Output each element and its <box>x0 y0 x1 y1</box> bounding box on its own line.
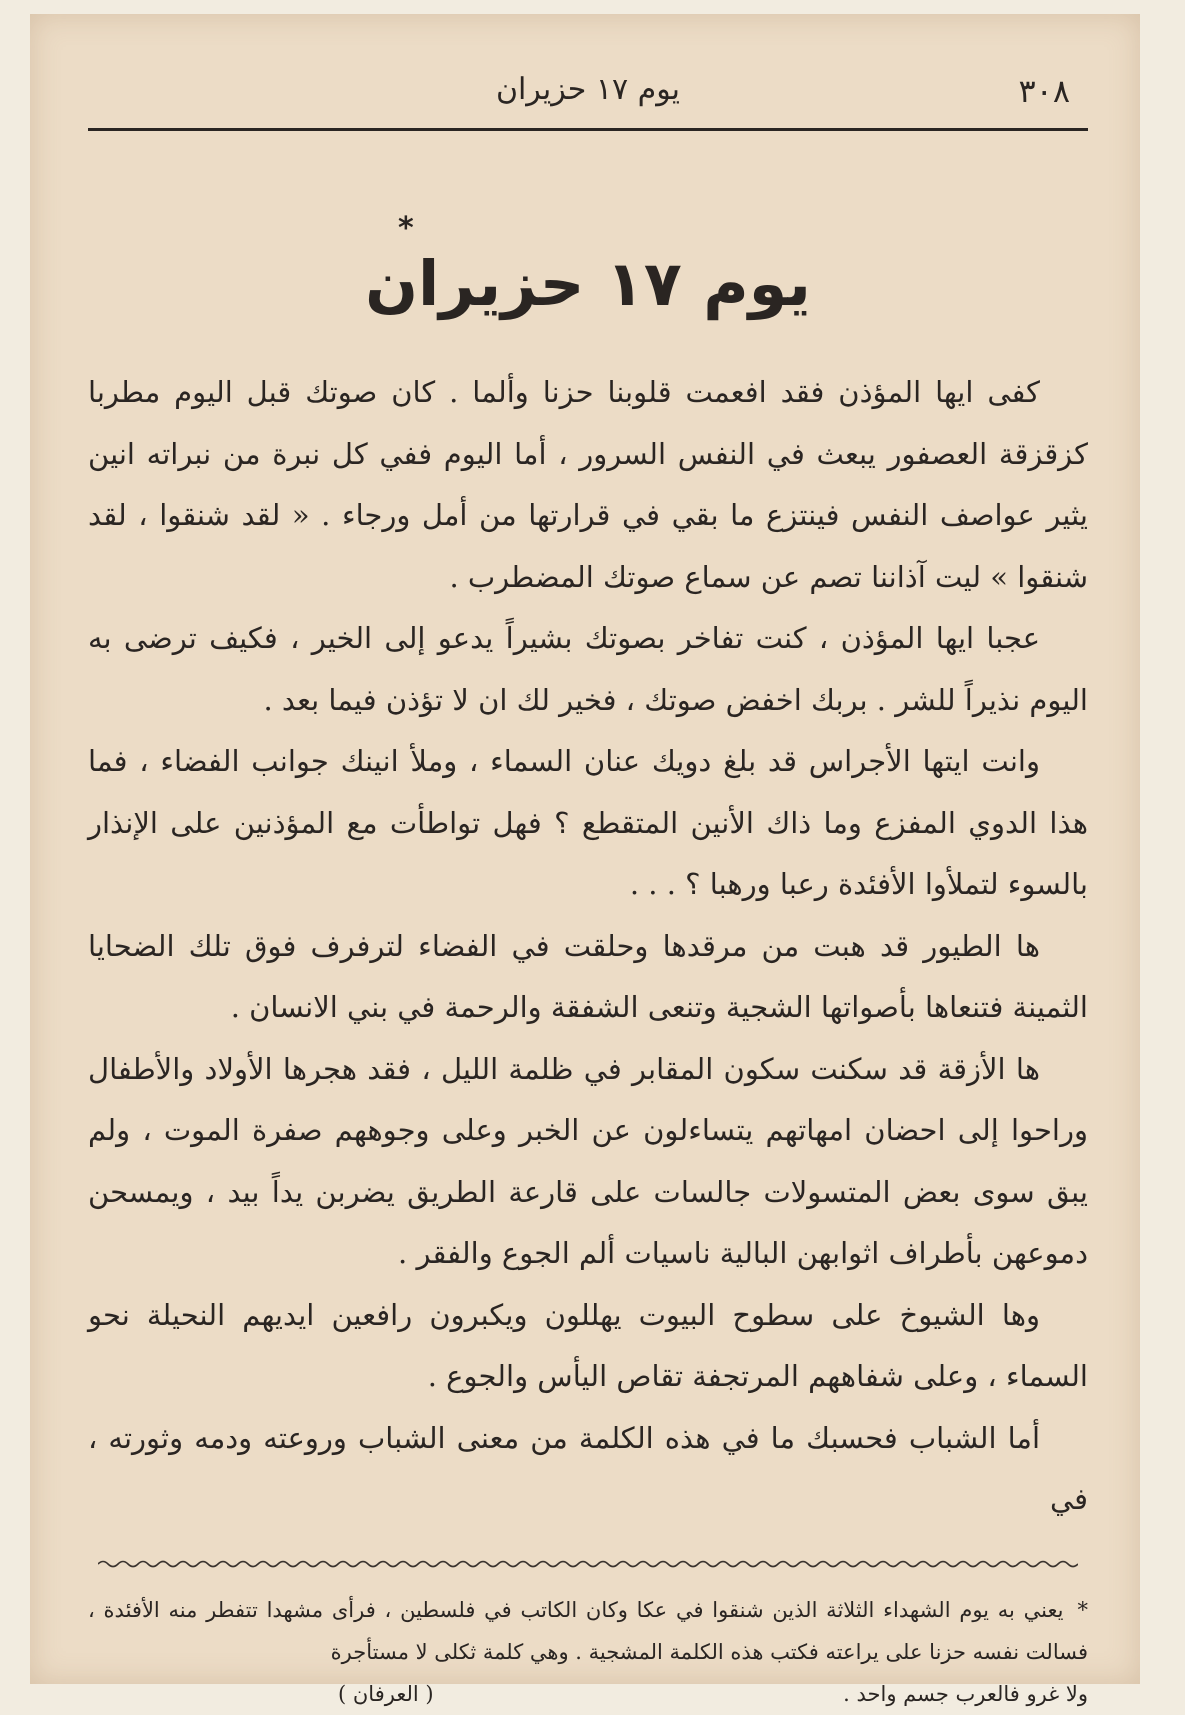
footnote-star: * <box>1077 1597 1088 1622</box>
paragraph-7: أما الشباب فحسبك ما في هذه الكلمة من معنى الشباب وروعته ودمه وثورته ، في <box>88 1420 1088 1516</box>
footnote-text: يعني به يوم الشهداء الثلاثة الذين شنقوا في عكا وكان الكاتب في فلسطين ، فرأى مشهدا تتفطر منه الأفئدة ، فسالت نفسه حزنا على يراعته فكتب هذه الكلمة المشجية . وهي كلمة ثكلى لا مستأجرة <box>88 1597 1088 1664</box>
header-rule <box>88 128 1088 131</box>
footnote-closing: ولا غرو فالعرب جسم واحد . <box>843 1681 1088 1706</box>
chapter-title <box>88 211 1088 324</box>
paragraph-6: وها الشيوخ على سطوح البيوت يهللون ويكبرون رافعين ايديهم النحيلة نحو السماء ، وعلى شفاههم المرتجفة تقاص اليأس والجوع . <box>88 1297 1088 1393</box>
page-content <box>88 14 1088 1715</box>
footnote-separator <box>88 1557 1088 1571</box>
running-title: يوم ١٧ حزيران <box>495 72 681 107</box>
paragraph-5: ها الأزقة قد سكنت سكون المقابر في ظلمة الليل ، فقد هجرها الأولاد والأطفال وراحوا إلى احضان امهاتهم يتساءلون عن الخبر وعلى وجوههم صفرة الموت ، ولم يبق سوى بعض المتسولات جالسات على قارعة الطريق يضربن يداً بيد ، ويمسحن دموعهن بأطراف اثوابهن البالية ناسيات ألم الجوع والفقر . <box>88 1051 1088 1270</box>
running-header <box>88 64 1088 134</box>
page-number: ٣٠٨ <box>1018 72 1070 110</box>
footnote-source: ( العرفان ) <box>338 1681 434 1706</box>
footnote-last-line <box>88 1673 1088 1715</box>
book-page <box>30 14 1140 1706</box>
footnote <box>88 1589 1088 1715</box>
footnote-text-block <box>88 1589 1088 1673</box>
paragraph-1: كفى ايها المؤذن فقد افعمت قلوبنا حزنا وألما . كان صوتك قبل اليوم مطربا كزقزقة العصفور يبعث في النفس السرور ، أما اليوم ففي كل نبرة من نبراته انين يثير عواصف النفس فينتزع ما بقي في قرارتها من أمل ورجاء . « لقد شنقوا ، لقد شنقوا » ليت آذاننا تصم عن سماع صوتك المضطرب . <box>88 375 1088 594</box>
footnote-marker-star: * <box>398 211 414 246</box>
paragraph-2: عجبا ايها المؤذن ، كنت تفاخر بصوتك بشيراً يدعو إلى الخير ، فكيف ترضى به اليوم نذيراً للشر . بربك اخفض صوتك ، فخير لك ان لا تؤذن فيما بعد . <box>88 621 1088 717</box>
paragraph-3: وانت ايتها الأجراس قد بلغ دويك عنان السماء ، وملأ انينك جوانب الفضاء ، فما هذا الدوي المفزع وما ذاك الأنين المتقطع ؟ فهل تواطأت مع المؤذنين على الإنذار بالسوء لتملأوا الأفئدة رعبا ورهبا ؟ . . . <box>88 744 1089 901</box>
chapter-title-text: يوم ١٧ حزيران <box>365 247 811 320</box>
article-body <box>88 362 1088 1531</box>
paragraph-4: ها الطيور قد هبت من مرقدها وحلقت في الفضاء لترفرف فوق تلك الضحايا الثمينة فتنعاها بأصواتها الشجية وتنعى الشفقة والرحمة في بني الانسان . <box>88 928 1088 1024</box>
